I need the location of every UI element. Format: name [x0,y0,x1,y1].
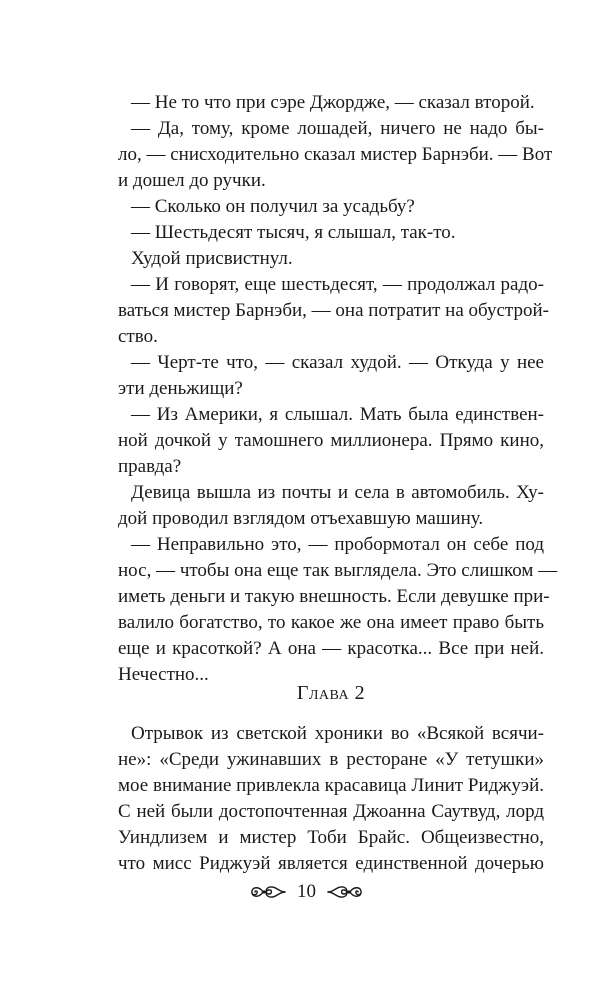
text-line: — И говорят, еще шестьдесят, — продолжал радо- [131,274,544,295]
text-line: правда? [118,456,182,477]
text-line: еще и красоткой? А она — красотка... Все при ней. [118,638,544,659]
text-line: нос, — чтобы она еще так выглядела. Это слишком — [118,560,558,581]
text-line: — Из Америки, я слышал. Мать была единствен- [131,404,544,425]
page-footer [0,880,613,904]
text-line: дой проводил взглядом отъехавшую машину. [118,508,484,529]
text-line: — Черт-те что, — сказал худой. — Откуда у нее [131,352,544,373]
chapter-text-line: не»: «Среди ужинавших в ресторане «У тетушки» [118,749,544,770]
chapter-text-line: Уиндлизем и мистер Тоби Брайс. Общеизвестно, [118,827,544,848]
text-line: — Неправильно это, — пробормотал он себе под [131,534,544,555]
text-line: иметь деньги и такую внешность. Если девушке при- [118,586,550,607]
fleuron-left-icon [249,882,287,902]
chapter-text-line: С ней были достопочтенная Джоанна Саутвуд, лорд [118,801,544,822]
text-line: Девица вышла из почты и села в автомобиль. Ху- [131,482,544,503]
chapter-text-line: мое внимание привлекла красавица Линит Риджуэй. [118,775,544,796]
page-number: 10 [297,881,316,902]
text-line: ство. [118,326,158,347]
text-line: — Сколько он получил за усадьбу? [131,196,415,217]
text-line: ваться мистер Барнэби, — она потратит на обустрой- [118,300,549,321]
text-line: ло, — снисходительно сказал мистер Барнэби. — Вот [118,144,553,165]
text-line: ной дочкой у тамошнего миллионера. Прямо кино, [118,430,544,451]
text-line: — Не то что при сэре Джордже, — сказал второй. [131,92,535,113]
text-line: валило богатство, то какое же она имеет право быть [118,612,544,633]
text-line: и дошел до ручки. [118,170,266,191]
text-line: Худой присвистнул. [131,248,293,269]
text-line: — Да, тому, кроме лошадей, ничего не надо бы- [131,118,544,139]
text-line: эти деньжищи? [118,378,243,399]
fleuron-right-icon [326,882,364,902]
chapter-text-line: что мисс Риджуэй является единственной дочерью [118,853,544,874]
text-line: — Шестьдесят тысяч, я слышал, так-то. [131,222,456,243]
text-line: Нечестно... [118,664,209,685]
chapter-heading: Глава 2 [296,682,366,704]
chapter-text-line: Отрывок из светской хроники во «Всякой всячи- [131,723,544,744]
